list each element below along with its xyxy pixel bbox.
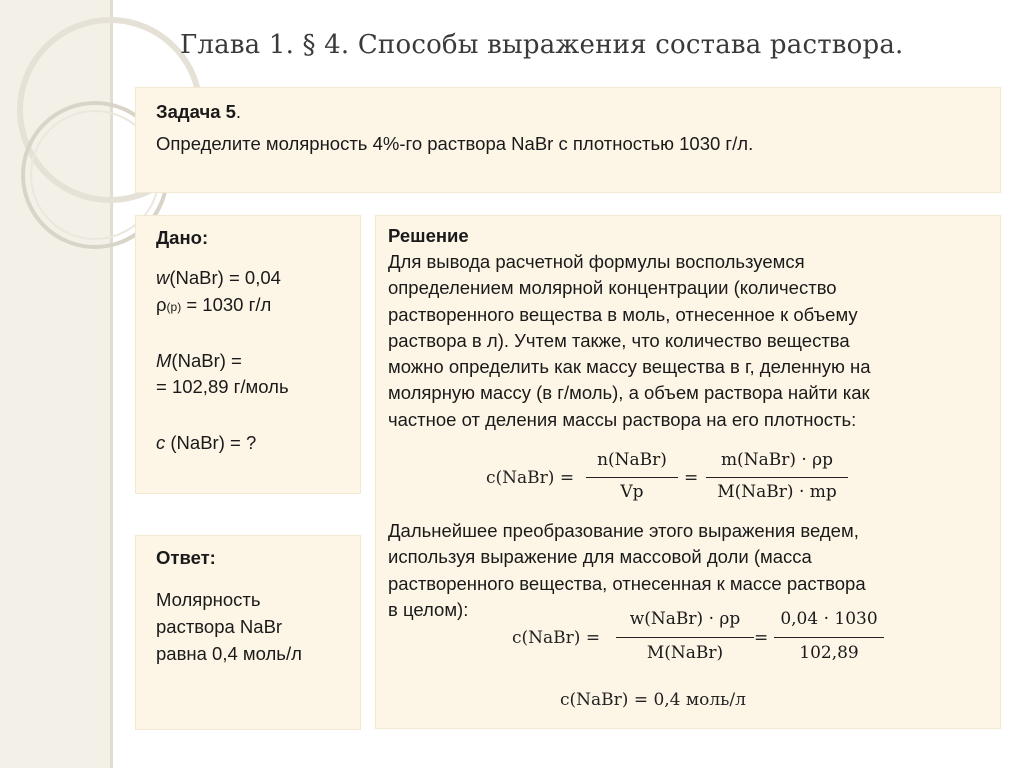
formula1-frac2-denominator: M(NaBr) · mр xyxy=(717,482,837,502)
slide-title: Глава 1. § 4. Способы выражения состава раствора. xyxy=(180,30,904,60)
task-box xyxy=(136,88,1000,192)
solution-p2-line: растворенного вещества, отнесенная к массе раствора xyxy=(388,572,866,594)
solution-p1-line: можно определить как массу вещества в г, деленную на xyxy=(388,356,871,378)
M-symbol: M xyxy=(156,350,172,371)
rho-subscript: (р) xyxy=(166,300,182,314)
M-label: (NaBr) = xyxy=(171,350,242,371)
given-density xyxy=(156,293,271,319)
solution-paragraph-1 xyxy=(388,249,871,433)
formula1-frac2-line xyxy=(706,477,848,478)
solution-box xyxy=(376,216,1000,728)
formula2-frac2-line xyxy=(774,637,884,638)
formula2-frac1-line xyxy=(616,637,754,638)
answer-line-1: Молярность xyxy=(156,589,261,610)
answer-line-3: равна 0,4 моль/л xyxy=(156,643,302,664)
answer-box xyxy=(136,536,360,729)
given-label: Дано: xyxy=(156,227,209,248)
formula1-frac1-denominator: Vр xyxy=(620,482,644,502)
formula1-equals: = xyxy=(684,468,699,488)
solution-p1-line: молярную массу (в г/моль), а объем раствора найти как xyxy=(388,382,870,404)
given-molar-mass xyxy=(156,349,242,373)
formula-final-result: c(NaBr) = 0,4 моль/л xyxy=(560,690,746,710)
formula1-frac1-line xyxy=(586,477,678,478)
formula2-frac1-numerator: w(NaBr) · ρр xyxy=(629,609,741,629)
task-text: Определите молярность 4%-го раствора NaBr с плотностью 1030 г/л. xyxy=(156,133,754,154)
solution-p1-line: частное от деления массы раствора на его плотность: xyxy=(388,408,857,430)
w-symbol: w xyxy=(156,267,170,288)
solution-p1-line: раствора в л). Учтем также, что количество вещества xyxy=(388,329,850,351)
given-unknown xyxy=(156,431,256,455)
answer-line-2: раствора NaBr xyxy=(156,616,283,637)
formula2-frac2-denominator: 102,89 xyxy=(799,643,859,663)
formula1-frac1-numerator: n(NaBr) xyxy=(597,450,667,470)
solution-paragraph-2 xyxy=(388,518,866,623)
given-molar-mass-value: = 102,89 г/моль xyxy=(156,376,289,397)
task-label: Задача 5 xyxy=(156,101,236,122)
rho-symbol: ρ xyxy=(156,294,167,315)
solution-label: Решение xyxy=(388,225,469,246)
formula2-frac2-numerator: 0,04 · 1030 xyxy=(780,609,878,629)
formula2-frac1-denominator: M(NaBr) xyxy=(646,643,724,663)
given-mass-fraction xyxy=(156,266,281,290)
task-heading xyxy=(156,100,241,124)
solution-p1-line: растворенного вещества в моль, отнесенное к объему xyxy=(388,303,858,325)
solution-p2-line: используя выражение для массовой доли (масса xyxy=(388,546,812,568)
task-label-suffix: . xyxy=(235,101,242,122)
given-box xyxy=(136,216,360,493)
solution-p1-line: Для вывода расчетной формулы воспользуемся xyxy=(388,251,805,272)
answer-label: Ответ: xyxy=(156,547,216,568)
formula2-lhs: c(NaBr) = xyxy=(512,628,601,648)
formula1-frac2-numerator: m(NaBr) · ρр xyxy=(720,450,834,470)
rho-value: = 1030 г/л xyxy=(181,294,272,315)
solution-p2-line: Дальнейшее преобразование этого выражения ведем, xyxy=(388,520,859,541)
w-value: (NaBr) = 0,04 xyxy=(169,267,281,288)
formula1-lhs: c(NaBr) = xyxy=(486,468,575,488)
c-symbol: c xyxy=(156,432,166,453)
formula2-equals: = xyxy=(754,628,769,648)
solution-p1-line: определением молярной концентрации (количество xyxy=(388,277,837,299)
c-label: (NaBr) = ? xyxy=(165,432,257,453)
solution-p2-line: в целом): xyxy=(388,598,469,620)
